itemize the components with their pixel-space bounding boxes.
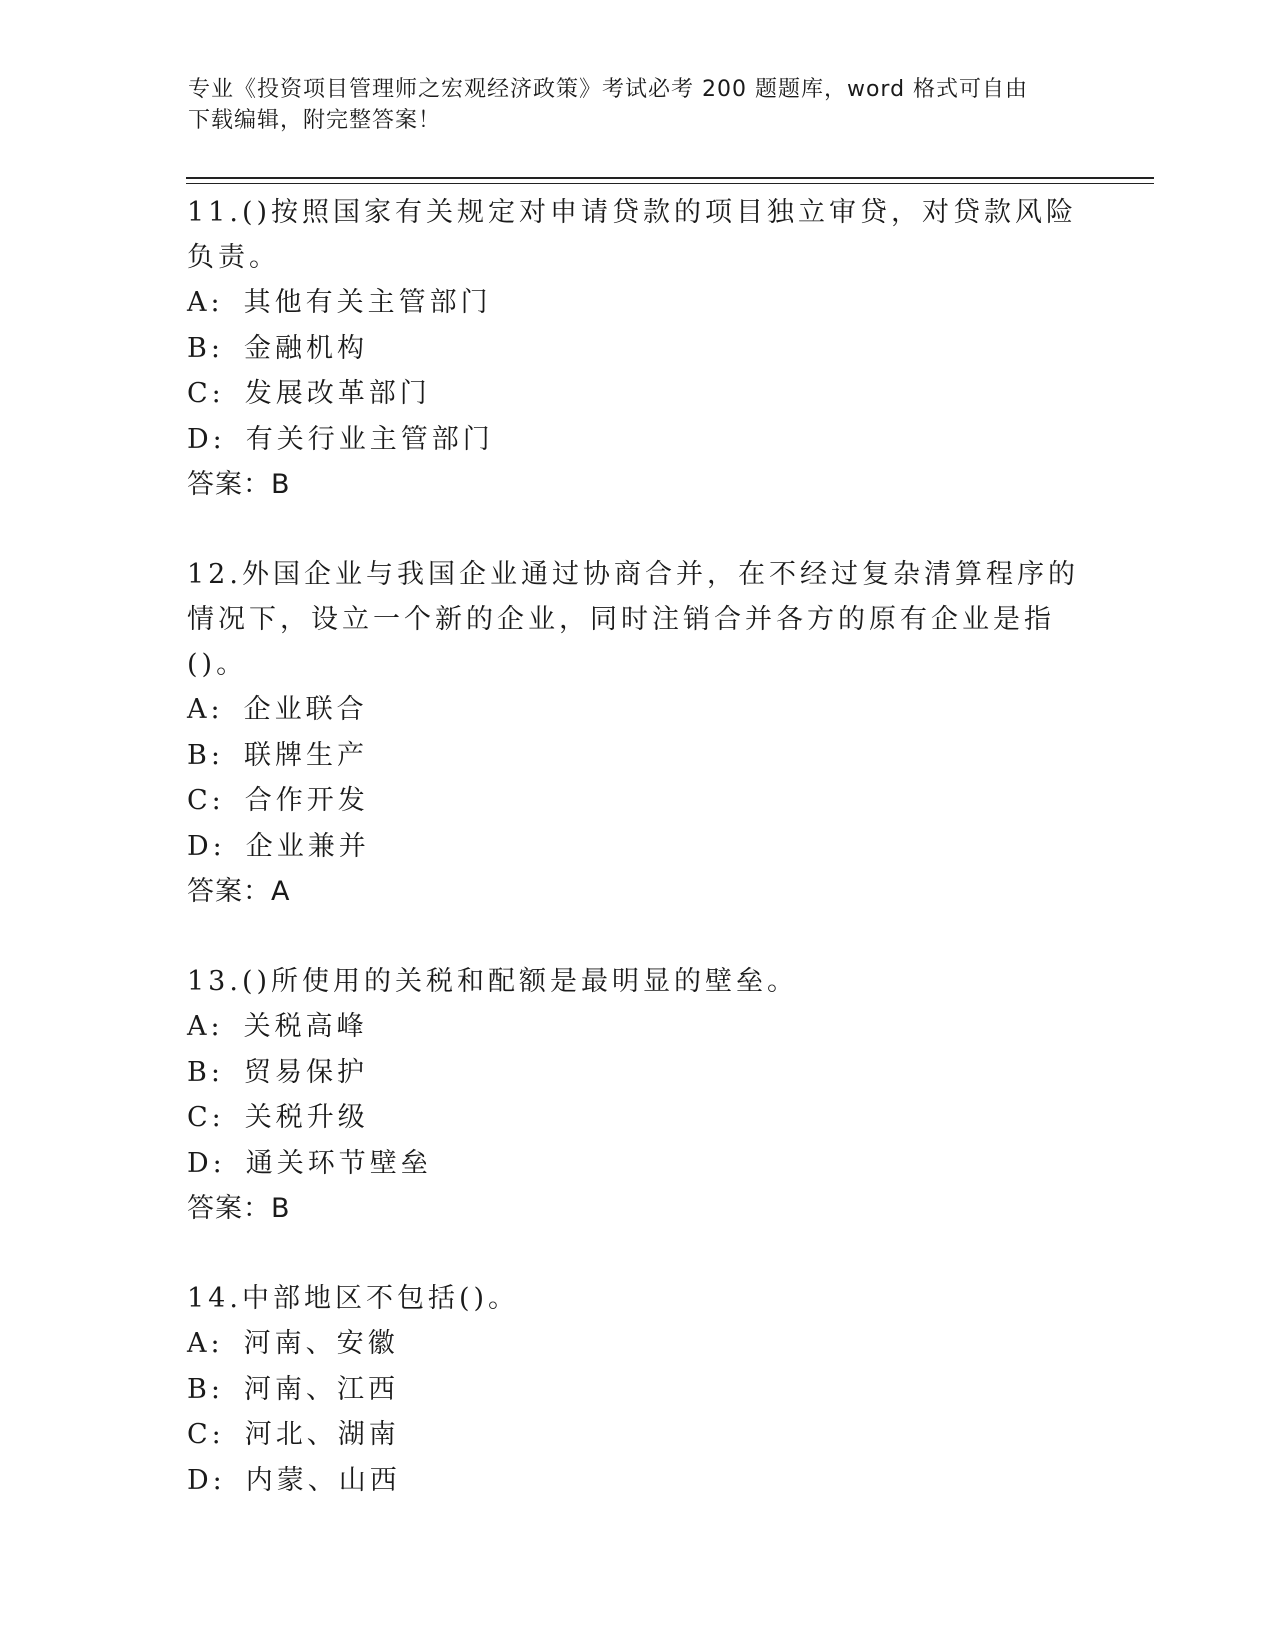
- question-13: [187, 959, 1087, 1231]
- answer-line: 答案：B: [187, 1193, 291, 1224]
- option-text: 内蒙、山西: [245, 1464, 401, 1496]
- option-letter: A:: [187, 287, 224, 318]
- option-letter: B:: [187, 1373, 224, 1405]
- question-stem: 13.()所使用的关税和配额是最明显的壁垒。: [187, 966, 799, 997]
- option-text: 河北、湖南: [244, 1419, 400, 1450]
- option-letter: C:: [187, 785, 225, 816]
- option-text: 企业联合: [243, 694, 368, 725]
- option-b: [187, 733, 1087, 779]
- header-line-1: 专业《投资项目管理师之宏观经济政策》考试必考 200 题题库，word 格式可自由: [188, 77, 1029, 102]
- option-text: 发展改革部门: [244, 378, 431, 409]
- option-text: 企业兼并: [245, 830, 370, 862]
- option-letter: D:: [187, 423, 226, 455]
- option-text: 金融机构: [243, 332, 368, 364]
- option-d: [187, 417, 1087, 463]
- option-b: [187, 1367, 1087, 1413]
- option-text: 其他有关主管部门: [243, 287, 492, 318]
- option-a: [187, 280, 1087, 326]
- option-letter: C:: [187, 1419, 225, 1450]
- option-text: 关税升级: [244, 1102, 369, 1133]
- option-text: 合作开发: [244, 785, 369, 816]
- answer-line: 答案：B: [187, 469, 291, 500]
- option-a: [187, 1321, 1087, 1367]
- header-divider-thick: [186, 177, 1154, 179]
- question-12: [187, 552, 1087, 914]
- question-14: [187, 1276, 1087, 1503]
- option-a: [187, 687, 1087, 733]
- option-d: [187, 824, 1087, 870]
- option-letter: D:: [187, 830, 226, 862]
- option-text: 有关行业主管部门: [245, 423, 494, 455]
- option-letter: A:: [187, 1328, 224, 1359]
- question-stem: 12.外国企业与我国企业通过协商合并，在不经过复杂清算程序的情况下，设立一个新的企业，同时注销合并各方的原有企业是指()。: [187, 559, 1079, 680]
- option-letter: B:: [187, 1056, 224, 1088]
- option-text: 关税高峰: [243, 1011, 368, 1042]
- option-b: [187, 1050, 1087, 1096]
- option-letter: D:: [187, 1147, 226, 1179]
- document-header: [188, 74, 1088, 136]
- option-c: [187, 1095, 1087, 1141]
- option-c: [187, 778, 1087, 824]
- question-list: [187, 190, 1087, 1503]
- header-line-2: 下载编辑，附完整答案！: [188, 108, 442, 133]
- option-b: [187, 326, 1087, 372]
- header-divider-thin: [186, 183, 1154, 184]
- option-d: [187, 1141, 1087, 1187]
- option-letter: D:: [187, 1464, 226, 1496]
- option-d: [187, 1458, 1087, 1504]
- option-letter: C:: [187, 378, 225, 409]
- option-text: 河南、安徽: [243, 1328, 399, 1359]
- option-letter: B:: [187, 739, 224, 771]
- question-11: [187, 190, 1087, 507]
- option-c: [187, 1412, 1087, 1458]
- question-stem: 11.()按照国家有关规定对申请贷款的项目独立审贷，对贷款风险负责。: [187, 197, 1078, 273]
- option-letter: A:: [187, 694, 224, 725]
- option-text: 通关环节壁垒: [245, 1147, 432, 1179]
- option-text: 贸易保护: [243, 1056, 368, 1088]
- option-a: [187, 1004, 1087, 1050]
- option-c: [187, 371, 1087, 417]
- answer-line: 答案：A: [187, 876, 291, 907]
- option-letter: B:: [187, 332, 224, 364]
- option-letter: A:: [187, 1011, 224, 1042]
- option-text: 河南、江西: [243, 1373, 399, 1405]
- option-letter: C:: [187, 1102, 225, 1133]
- question-stem: 14.中部地区不包括()。: [187, 1283, 520, 1314]
- option-text: 联牌生产: [243, 739, 368, 771]
